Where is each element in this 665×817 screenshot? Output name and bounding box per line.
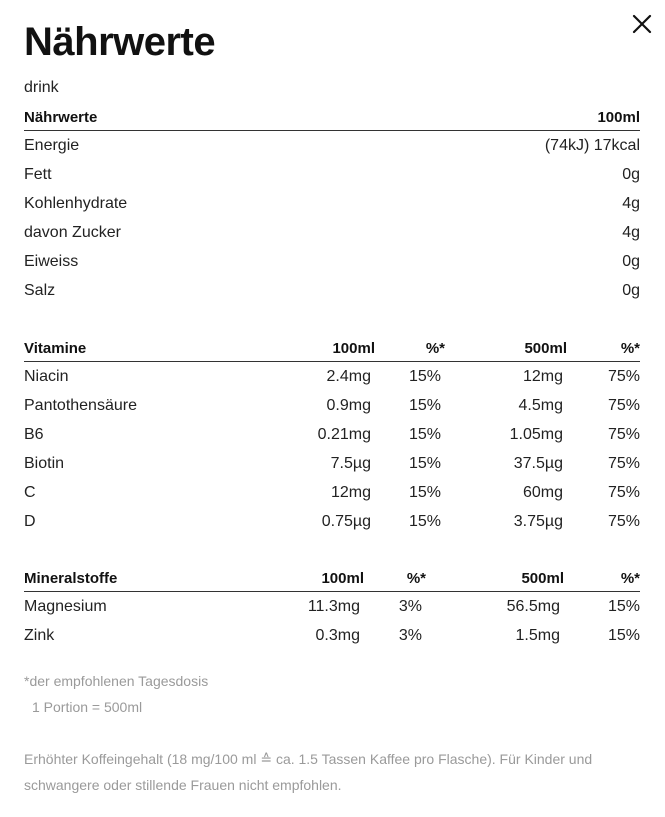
- value-100ml: 2.4mg: [326, 367, 371, 385]
- value-500ml: 1.05mg: [509, 425, 563, 443]
- column-header: %*: [368, 565, 432, 592]
- nutrient-value: 0g: [622, 252, 640, 270]
- column-header: 100ml: [229, 335, 379, 362]
- table-header-row: [24, 335, 640, 362]
- percent-500ml: 75%: [607, 396, 640, 414]
- percent-100ml: 15%: [408, 367, 441, 385]
- nutrient-value: 0g: [622, 281, 640, 299]
- percent-500ml: 75%: [607, 367, 640, 385]
- nutrient-name: davon Zucker: [24, 223, 121, 241]
- table-row: [24, 160, 640, 189]
- mineralstoffe-table: [24, 565, 640, 650]
- column-header: 500ml: [432, 565, 568, 592]
- table-row: [24, 592, 640, 622]
- table-row: [24, 621, 640, 650]
- table-row: [24, 247, 640, 276]
- caffeine-notice: Erhöhter Koffeingehalt (18 mg/100 ml ≙ ca. 1.5 Tassen Kaffee pro Flasche). Für Kinder und schwangere oder stillende Frauen nicht empfohlen.: [24, 751, 593, 793]
- value-500ml: 60mg: [522, 483, 563, 501]
- percent-100ml: 15%: [408, 396, 441, 414]
- percent-500ml: 75%: [607, 512, 640, 530]
- column-header: 100ml: [224, 565, 368, 592]
- vitamin-name: B6: [24, 425, 44, 443]
- value-500ml: 3.75µg: [513, 512, 563, 530]
- value-500ml: 1.5mg: [515, 626, 560, 644]
- product-name: drink: [24, 79, 59, 96]
- close-icon: [628, 10, 656, 38]
- percent-100ml: 15%: [408, 483, 441, 501]
- mineral-name: Magnesium: [24, 597, 107, 615]
- value-100ml: 0.3mg: [315, 626, 360, 644]
- nutrient-name: Energie: [24, 136, 80, 154]
- column-header: 500ml: [451, 335, 571, 362]
- percent-100ml: 15%: [408, 454, 441, 472]
- page-title: Nährwerte: [24, 20, 216, 64]
- vitamin-name: Biotin: [24, 454, 65, 472]
- vitamine-table: [24, 335, 640, 536]
- value-100ml: 7.5µg: [330, 454, 371, 472]
- nutrient-value: (74kJ) 17kcal: [544, 136, 640, 154]
- value-100ml: 0.75µg: [321, 512, 371, 530]
- nutrient-name: Eiweiss: [24, 252, 79, 270]
- table-row: [24, 362, 640, 392]
- vitamin-name: D: [24, 512, 36, 530]
- table-row: [24, 131, 640, 161]
- value-500ml: 56.5mg: [506, 597, 560, 615]
- percent-100ml: 15%: [408, 425, 441, 443]
- percent-500ml: 15%: [607, 626, 640, 644]
- value-100ml: 11.3mg: [307, 597, 360, 615]
- percent-100ml: 15%: [408, 512, 441, 530]
- vitamin-name: C: [24, 483, 36, 501]
- percent-500ml: 75%: [607, 454, 640, 472]
- value-500ml: 12mg: [522, 367, 563, 385]
- nutrient-name: Fett: [24, 165, 52, 183]
- table-row: [24, 420, 640, 449]
- column-header: Vitamine: [24, 335, 229, 362]
- column-header: 100ml: [455, 104, 640, 131]
- nutrient-name: Kohlenhydrate: [24, 194, 128, 212]
- percent-500ml: 75%: [607, 483, 640, 501]
- table-row: [24, 449, 640, 478]
- column-header: %*: [568, 565, 640, 592]
- column-header: %*: [571, 335, 640, 362]
- table-header-row: [24, 104, 640, 131]
- table-row: [24, 507, 640, 536]
- value-500ml: 37.5µg: [513, 454, 563, 472]
- percent-500ml: 15%: [607, 597, 640, 615]
- percent-500ml: 75%: [607, 425, 640, 443]
- percent-100ml: 3%: [398, 626, 422, 644]
- daily-intake-footnote: *der empfohlenen Tagesdosis: [24, 673, 209, 689]
- value-100ml: 0.21mg: [317, 425, 371, 443]
- naehrwerte-table: [24, 104, 640, 305]
- column-header: Nährwerte: [24, 104, 455, 131]
- portion-footnote: 1 Portion = 500ml: [32, 699, 143, 715]
- vitamin-name: Niacin: [24, 367, 69, 385]
- mineral-name: Zink: [24, 626, 55, 644]
- vitamin-name: Pantothensäure: [24, 396, 137, 414]
- column-header: Mineralstoffe: [24, 565, 224, 592]
- nutrient-name: Salz: [24, 281, 56, 299]
- nutrient-value: 4g: [622, 223, 640, 241]
- value-500ml: 4.5mg: [518, 396, 563, 414]
- value-100ml: 0.9mg: [326, 396, 371, 414]
- column-header: %*: [379, 335, 451, 362]
- table-row: [24, 218, 640, 247]
- close-button[interactable]: [628, 10, 656, 38]
- percent-100ml: 3%: [398, 597, 422, 615]
- table-row: [24, 391, 640, 420]
- table-row: [24, 276, 640, 305]
- nutrient-value: 4g: [622, 194, 640, 212]
- nutrient-value: 0g: [622, 165, 640, 183]
- table-header-row: [24, 565, 640, 592]
- value-100ml: 12mg: [330, 483, 371, 501]
- table-row: [24, 478, 640, 507]
- table-row: [24, 189, 640, 218]
